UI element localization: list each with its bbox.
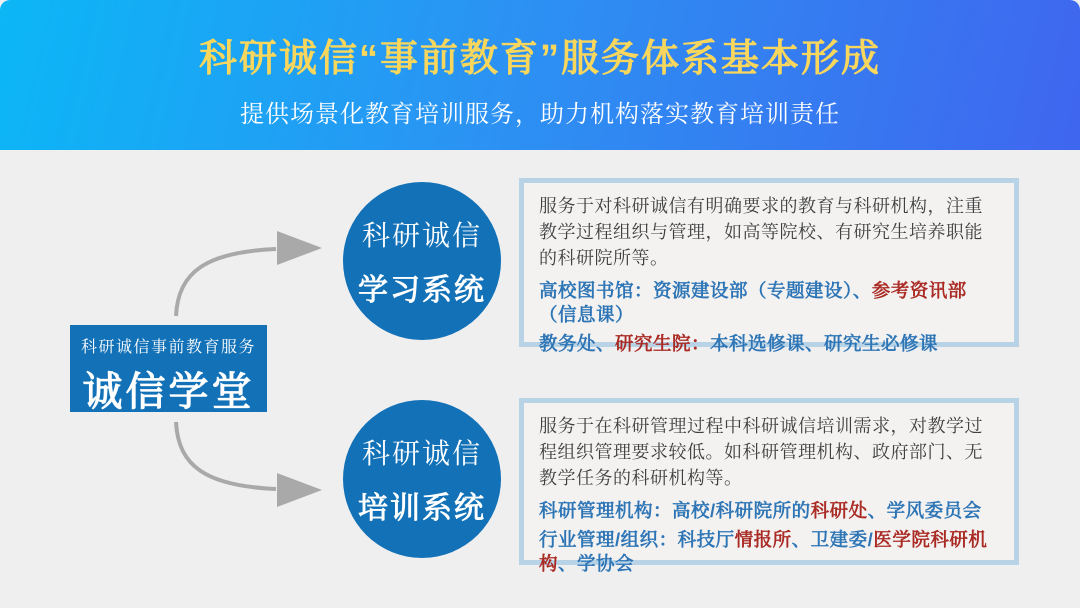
node-training-system	[343, 400, 501, 558]
hub-name: 诚信学堂	[82, 370, 255, 414]
arrow-to-training-system	[176, 422, 322, 507]
node-label-line1: 科研诚信	[361, 437, 482, 469]
arrow-to-learning-system	[176, 231, 322, 316]
hub-box	[70, 325, 267, 412]
panel-description: 服务于在科研管理过程中科研诚信培训需求，对教学过程组织管理要求较低。如科研管理机构、政府部门、无教学任务的科研机构等。	[539, 416, 983, 488]
node-label-line2: 培训系统	[358, 491, 486, 525]
panel-training-system	[519, 398, 1019, 574]
panel-detail-line: 高校图书馆：资源建设部（专题建设）、参考资讯部（信息课）	[539, 280, 967, 325]
arrow-head-bottom	[277, 473, 322, 507]
panel-learning-system	[519, 178, 1019, 354]
page-title: 科研诚信“事前教育”服务体系基本形成	[198, 38, 881, 80]
panel-detail-line: 科研管理机构：高校/科研院所的科研处、学风委员会	[539, 500, 982, 521]
banner	[0, 0, 1080, 150]
node-learning-system	[343, 182, 501, 340]
panel-detail-line: 教务处、研究生院：本科选修课、研究生必修课	[539, 333, 939, 354]
hub-tagline: 科研诚信事前教育服务	[80, 339, 256, 356]
page-subtitle: 提供场景化教育培训服务，助力机构落实教育培训责任	[240, 101, 840, 128]
panel-detail-line: 行业管理/组织：科技厅情报所、卫建委/医学院科研机构、学协会	[539, 529, 988, 574]
node-label-line1: 科研诚信	[361, 219, 482, 251]
node-label-line2: 学习系统	[358, 273, 486, 307]
arrow-head-top	[277, 231, 322, 265]
panel-description: 服务于对科研诚信有明确要求的教育与科研机构，注重教学过程组织与管理，如高等院校、有研究生培养职能的科研院所等。	[539, 196, 983, 268]
